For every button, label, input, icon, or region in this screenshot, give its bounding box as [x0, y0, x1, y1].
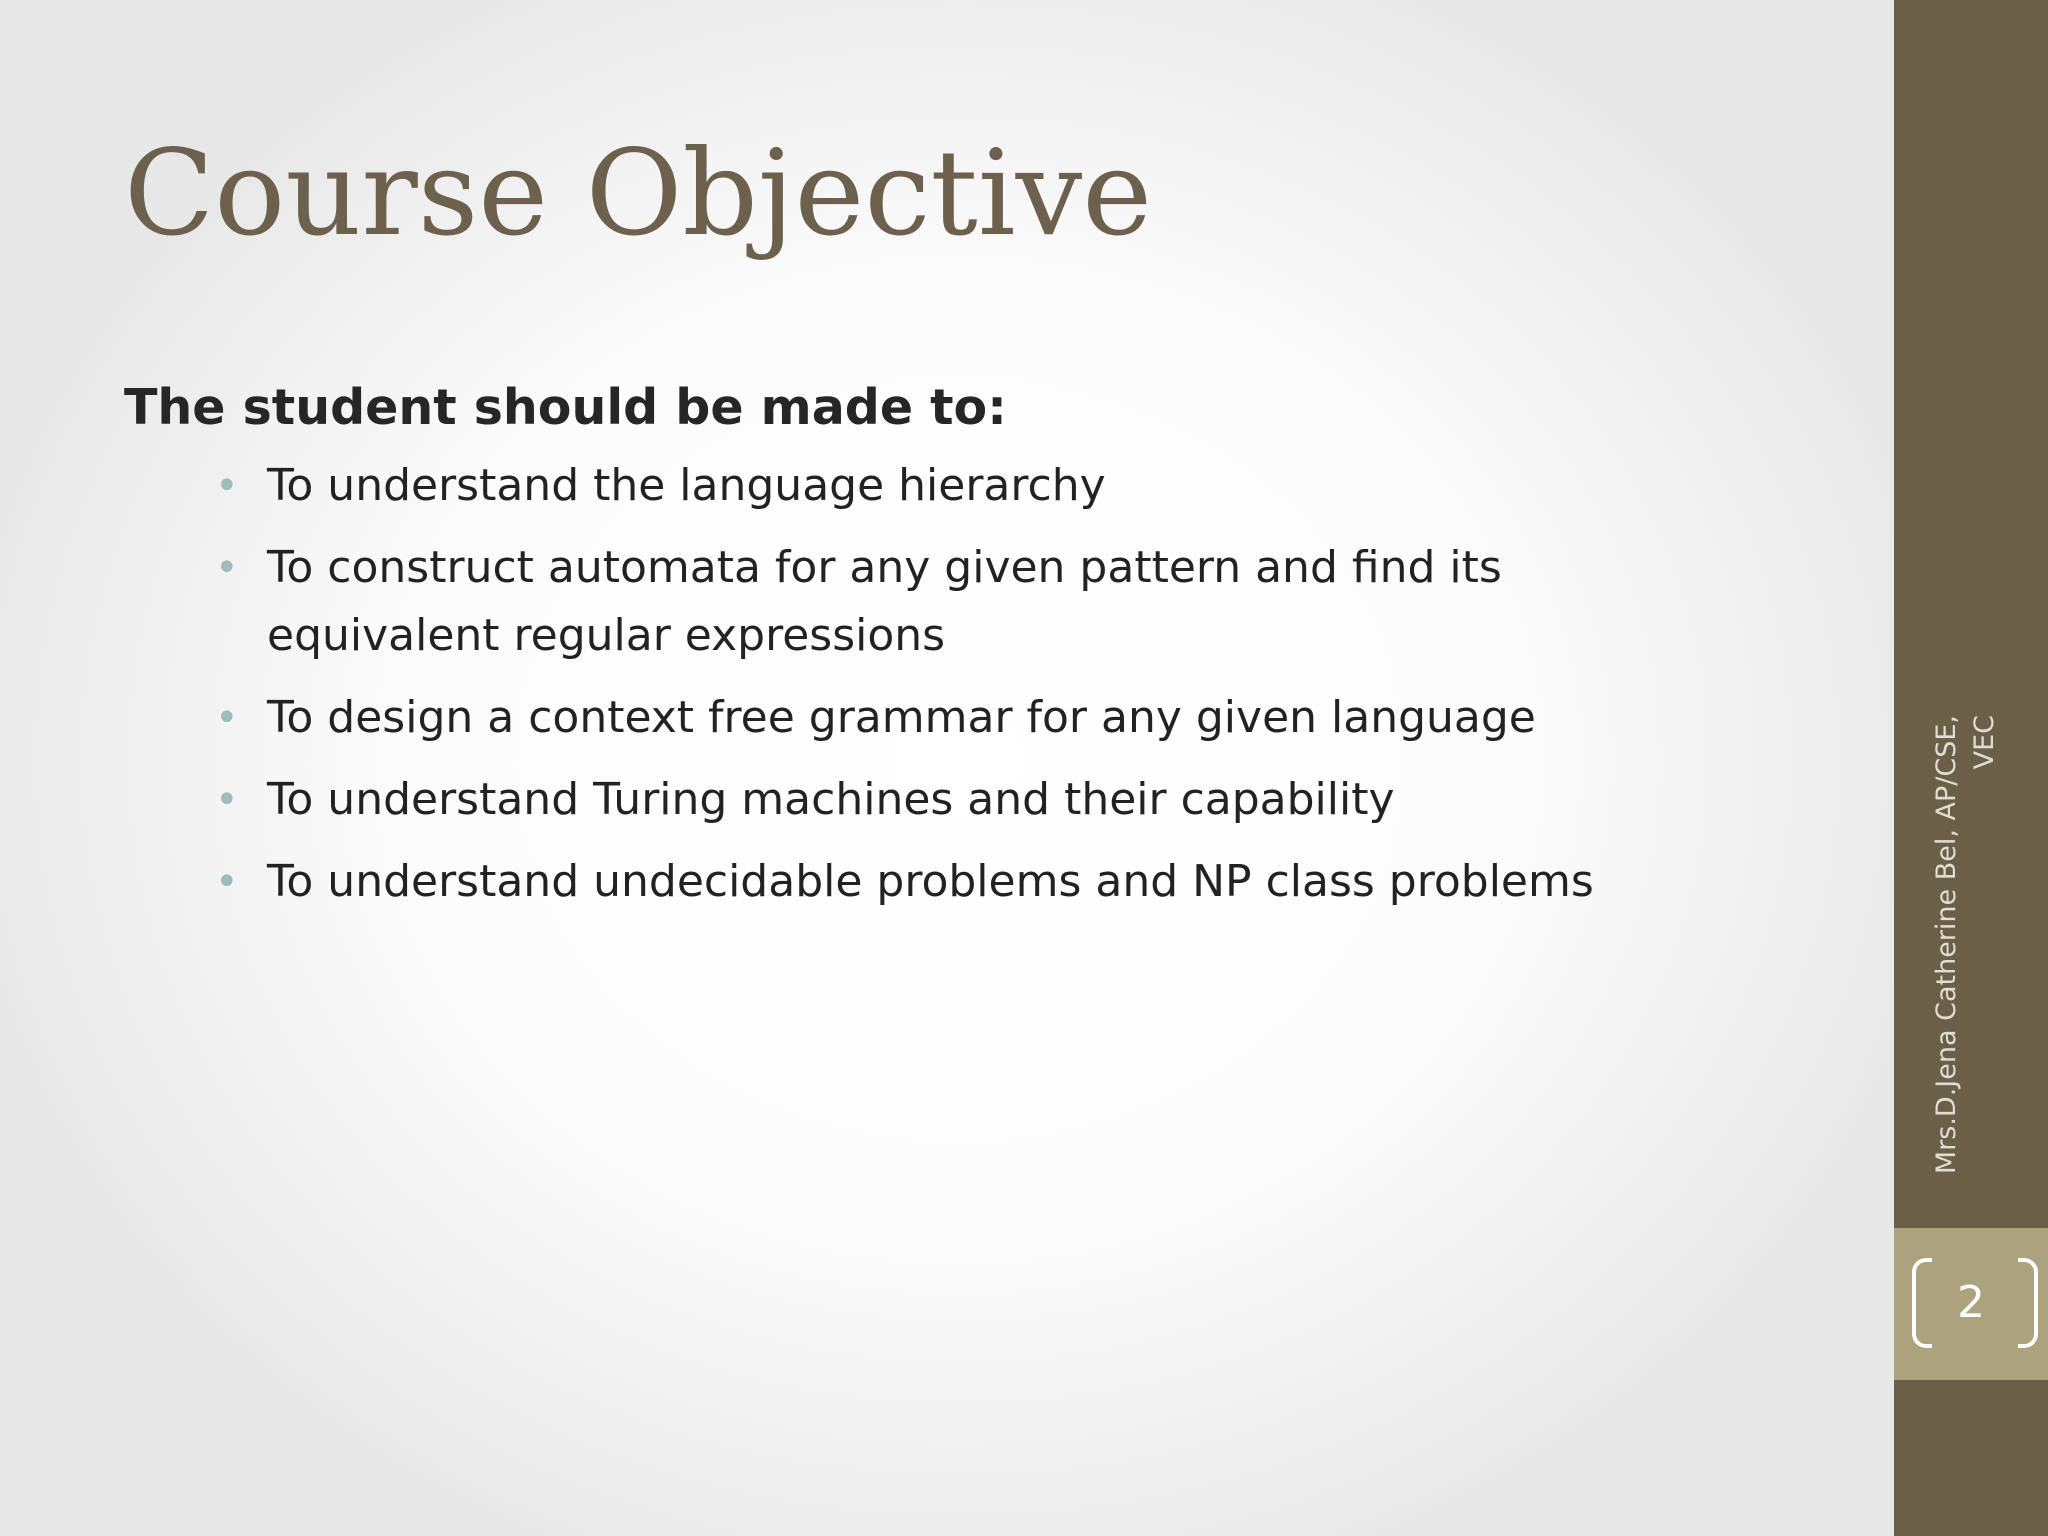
page-number-block	[1894, 1228, 2048, 1380]
slide-title: Course Objective	[124, 124, 1153, 262]
list-item	[215, 534, 1747, 670]
footer-institution: VEC	[1969, 715, 2000, 770]
slide-content	[124, 378, 1824, 930]
page-number: 2	[1957, 1277, 1985, 1328]
list-item-text: To design a context free grammar for any given language	[267, 692, 1536, 743]
bullet-icon: •	[215, 695, 239, 741]
list-item	[215, 452, 1747, 520]
list-item	[215, 684, 1747, 752]
bullet-icon: •	[215, 545, 239, 591]
list-item-text: To understand the language hierarchy	[267, 460, 1106, 511]
footer-author: Mrs.D.Jena Catherine Bel, AP/CSE,	[1931, 715, 1962, 1175]
objective-list	[124, 452, 1824, 916]
intro-text: The student should be made to:	[124, 379, 1007, 436]
bullet-icon: •	[215, 859, 239, 905]
footer-vertical	[1928, 695, 2018, 1175]
list-item-text: To understand undecidable problems and NP class problems	[267, 856, 1594, 907]
bullet-icon: •	[215, 777, 239, 823]
list-item-text: To construct automata for any given pattern and find its equivalent regular expressions	[267, 542, 1502, 661]
list-item-text: To understand Turing machines and their capability	[267, 774, 1395, 825]
list-item	[215, 766, 1747, 834]
list-item	[215, 848, 1747, 916]
bullet-icon: •	[215, 463, 239, 509]
